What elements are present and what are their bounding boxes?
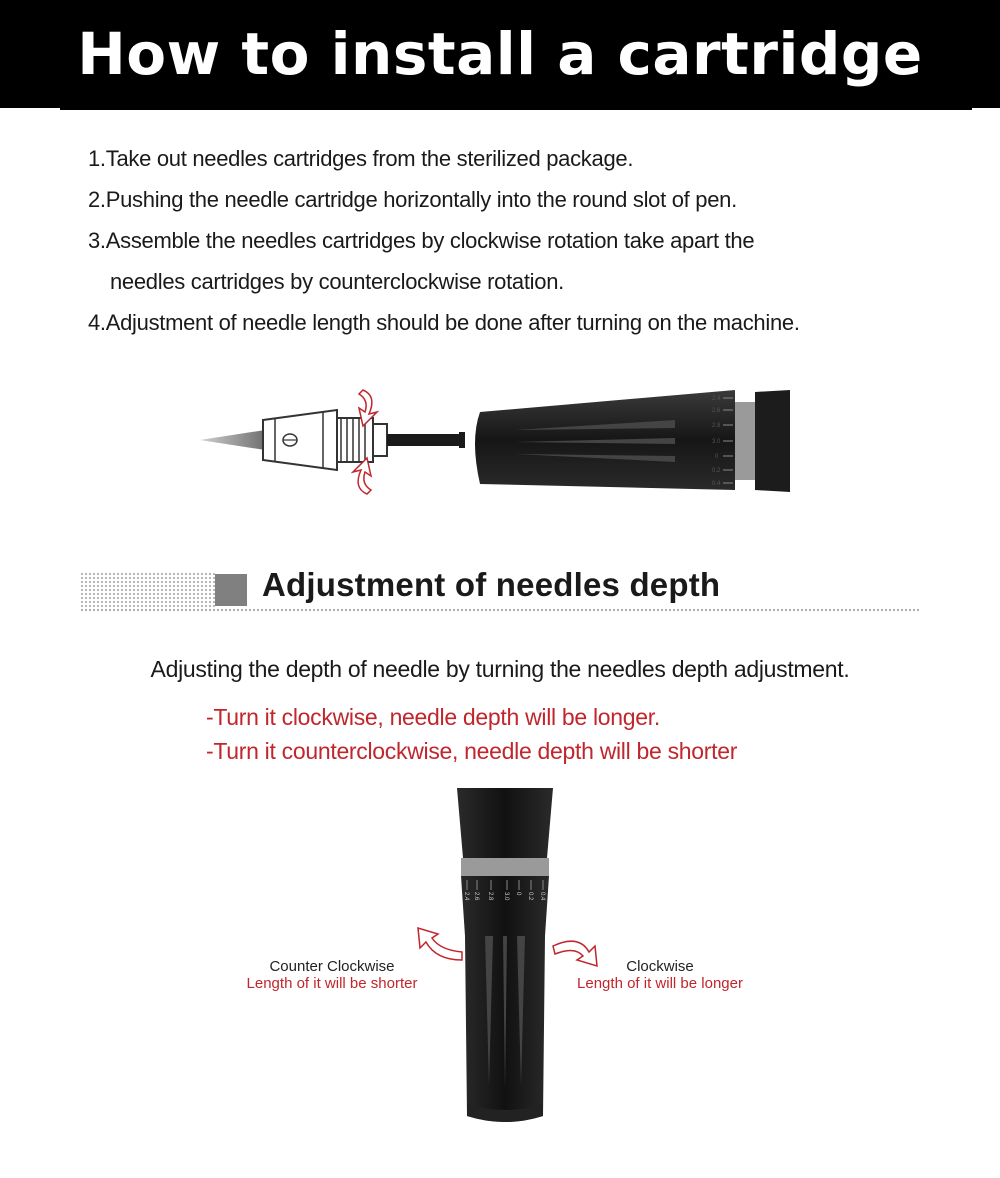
instruction-step-3: 3.Assemble the needles cartridges by clockwise rotation take apart the — [88, 228, 755, 253]
depth-notes — [206, 700, 737, 768]
rotation-arrow-icon — [353, 458, 371, 494]
scale-mark: 0.4 — [539, 892, 545, 901]
scale-mark: 2.4 — [712, 396, 721, 402]
instruction-step-2: 2.Pushing the needle cartridge horizontally into the round slot of pen. — [88, 187, 737, 212]
instruction-step-1: 1.Take out needles cartridges from the sterilized package. — [88, 146, 634, 171]
depth-band — [461, 858, 549, 876]
cw-label — [560, 958, 760, 992]
scale-marks — [463, 892, 545, 901]
page-title: How to install a cartridge — [77, 20, 923, 88]
title-divider — [60, 108, 972, 110]
scale-mark: 0 — [715, 454, 719, 460]
instruction-step-4: 4.Adjustment of needle length should be done after turning on the machine. — [88, 310, 800, 335]
section-marker — [215, 574, 247, 606]
title-bar — [0, 0, 1000, 108]
scale-mark: 3.0 — [503, 892, 509, 901]
dotted-divider — [80, 608, 920, 612]
scale-mark: 3.0 — [712, 439, 721, 445]
scale-mark: 2.8 — [487, 892, 493, 901]
ccw-title: Counter Clockwise — [269, 958, 395, 975]
depth-section-header — [80, 566, 920, 616]
scale-mark: 0.2 — [527, 892, 533, 901]
scale-mark: 2.4 — [463, 892, 469, 901]
depth-description: Adjusting the depth of needle by turning the needles depth adjustment. — [150, 656, 850, 682]
scale-mark: 2.8 — [712, 423, 721, 429]
ccw-description: Length of it will be shorter — [246, 975, 418, 992]
pen-grip — [755, 390, 790, 492]
depth-band — [735, 402, 755, 480]
cw-title: Clockwise — [626, 958, 694, 975]
scale-mark: 0 — [515, 892, 521, 896]
dot-pattern — [80, 572, 215, 610]
instruction-step-3-cont: needles cartridges by counterclockwise rotation. — [110, 269, 564, 294]
pen-top — [457, 788, 553, 858]
section-title: Adjustment of needles depth — [262, 566, 721, 603]
scale-mark: 0.2 — [712, 468, 721, 474]
rotation-arrow-icon — [359, 390, 377, 426]
scale-mark: 2.6 — [473, 892, 479, 901]
needle-tip — [200, 430, 265, 450]
note-clockwise: -Turn it clockwise, needle depth will be longer. — [206, 704, 660, 730]
scale-marks — [712, 396, 721, 487]
cartridge-cap — [263, 410, 337, 470]
install-illustration — [195, 372, 795, 512]
install-illustration-svg — [195, 372, 795, 512]
cw-description: Length of it will be longer — [577, 975, 743, 992]
scale-mark: 0.4 — [712, 481, 721, 487]
scale-mark: 2.6 — [712, 408, 721, 414]
instruction-list — [88, 138, 968, 343]
cartridge-shaft — [387, 434, 459, 446]
note-counterclockwise: -Turn it counterclockwise, needle depth will be shorter — [206, 738, 738, 764]
cartridge-thread — [337, 418, 373, 462]
ccw-label — [232, 958, 432, 992]
